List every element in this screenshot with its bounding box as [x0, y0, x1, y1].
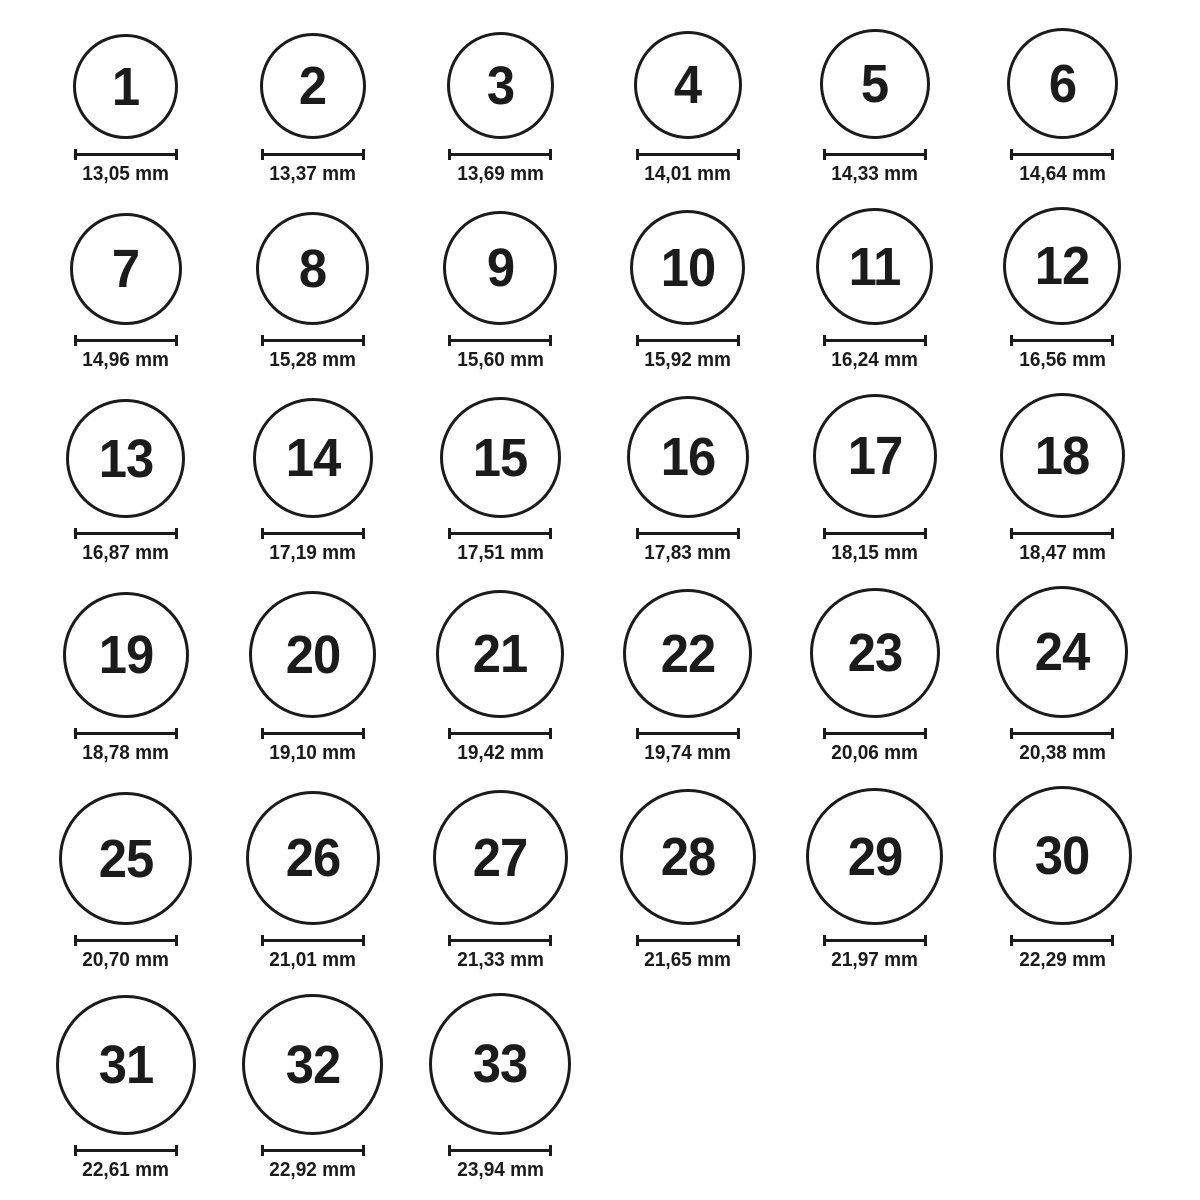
ring-size-number: 7	[111, 239, 140, 299]
ring-circle	[260, 33, 366, 139]
diameter-label: 21,97 mm	[831, 949, 919, 971]
ring-size-cell	[627, 396, 749, 564]
ring-size-cell	[436, 590, 564, 764]
diameter-measure-line	[1010, 728, 1114, 739]
diameter-measure-bar	[264, 1149, 362, 1152]
diameter-measure-bar	[264, 732, 362, 735]
diameter-measure-line	[636, 728, 740, 739]
diameter-label: 15,28 mm	[269, 349, 357, 371]
ring-size-number: 31	[98, 1035, 153, 1095]
diameter-measure-bar	[1013, 732, 1111, 735]
ring-size-cell	[66, 399, 185, 564]
diameter-measure-line	[823, 728, 927, 739]
ring-circle	[620, 789, 756, 925]
diameter-label: 19,74 mm	[644, 742, 731, 764]
diameter-label: 16,24 mm	[831, 349, 919, 371]
ring-circle	[993, 786, 1132, 925]
diameter-measure-line	[823, 935, 927, 946]
diameter-measure-bar	[77, 939, 175, 942]
diameter-measure-line	[448, 728, 552, 739]
ring-circle	[429, 993, 571, 1135]
ring-size-cell	[806, 788, 943, 971]
ring-size-number: 19	[98, 625, 153, 685]
diameter-measure-bar	[77, 153, 175, 156]
ring-size-number: 27	[473, 827, 528, 888]
diameter-measure-bar	[639, 153, 737, 156]
ring-circle	[447, 32, 554, 139]
diameter-label: 22,29 mm	[1018, 949, 1106, 971]
diameter-measure-line	[74, 1145, 178, 1156]
diameter-measure-line	[1010, 528, 1114, 539]
ring-circle	[634, 31, 742, 139]
ring-size-number: 15	[473, 427, 528, 488]
diameter-label: 21,33 mm	[456, 949, 544, 971]
ring-size-cell	[620, 789, 756, 971]
diameter-measure-bar	[639, 732, 737, 735]
diameter-measure-bar	[1013, 153, 1111, 156]
diameter-measure-bar	[451, 532, 549, 535]
diameter-measure-bar	[451, 939, 549, 942]
ring-size-cell	[59, 792, 192, 971]
ring-circle	[440, 397, 561, 518]
ring-size-cell	[73, 34, 178, 185]
ring-size-number: 5	[861, 54, 889, 114]
diameter-measure-line	[1010, 335, 1114, 346]
diameter-label: 14,96 mm	[82, 349, 169, 371]
diameter-measure-line	[261, 728, 365, 739]
ring-size-cell	[810, 588, 940, 764]
ring-size-cell	[816, 208, 933, 371]
diameter-measure-line	[261, 335, 365, 346]
diameter-label: 18,47 mm	[1018, 542, 1106, 564]
ring-size-number: 26	[285, 828, 341, 888]
ring-circle	[1003, 207, 1121, 325]
ring-size-number: 22	[660, 623, 715, 684]
ring-size-number: 4	[673, 55, 702, 115]
ring-size-cell	[1007, 28, 1118, 185]
diameter-label: 15,92 mm	[644, 349, 731, 371]
diameter-measure-bar	[826, 532, 924, 535]
ring-size-number: 14	[285, 428, 341, 488]
ring-circle	[70, 213, 182, 325]
ring-size-cell	[433, 790, 568, 971]
ring-size-cell	[993, 786, 1132, 971]
diameter-label: 14,01 mm	[644, 163, 731, 185]
ring-circle	[59, 792, 192, 925]
ring-size-number: 32	[285, 1034, 341, 1095]
ring-size-cell	[447, 32, 554, 185]
diameter-measure-bar	[1013, 339, 1111, 342]
ring-size-number: 16	[660, 427, 715, 487]
ring-circle	[1007, 28, 1118, 139]
diameter-measure-line	[74, 528, 178, 539]
diameter-label: 13,69 mm	[456, 163, 544, 185]
diameter-measure-line	[74, 335, 178, 346]
ring-size-cell	[253, 398, 373, 564]
ring-size-number: 18	[1035, 425, 1090, 486]
diameter-measure-bar	[77, 732, 175, 735]
ring-circle	[256, 212, 369, 325]
ring-circle	[816, 208, 933, 325]
ring-size-number: 24	[1035, 622, 1090, 682]
ring-size-number: 3	[486, 55, 514, 116]
diameter-label: 16,87 mm	[82, 542, 169, 564]
diameter-measure-bar	[1013, 939, 1111, 942]
ring-size-cell	[1000, 393, 1125, 564]
ring-size-number: 30	[1035, 825, 1090, 886]
ring-size-number: 17	[847, 426, 903, 486]
diameter-measure-line	[448, 149, 552, 160]
diameter-measure-line	[261, 528, 365, 539]
ring-size-number: 9	[486, 238, 514, 298]
ring-circle	[996, 586, 1128, 718]
diameter-measure-bar	[264, 532, 362, 535]
diameter-label: 17,51 mm	[456, 542, 544, 564]
diameter-measure-line	[448, 935, 552, 946]
diameter-label: 22,61 mm	[82, 1159, 169, 1181]
diameter-measure-line	[448, 528, 552, 539]
diameter-measure-bar	[264, 339, 362, 342]
diameter-label: 14,64 mm	[1018, 163, 1106, 185]
diameter-measure-line	[823, 335, 927, 346]
diameter-measure-bar	[639, 532, 737, 535]
ring-size-cell	[1003, 207, 1121, 371]
diameter-label: 21,01 mm	[269, 949, 357, 971]
ring-size-number: 12	[1035, 236, 1090, 296]
ring-size-cell	[440, 397, 561, 564]
ring-circle	[56, 995, 196, 1135]
ring-size-number: 33	[473, 1034, 528, 1094]
diameter-measure-bar	[826, 939, 924, 942]
ring-circle	[623, 589, 752, 718]
diameter-measure-bar	[639, 339, 737, 342]
ring-size-cell	[260, 33, 366, 185]
ring-size-cell	[996, 586, 1128, 764]
diameter-measure-line	[636, 528, 740, 539]
ring-circle	[63, 592, 189, 718]
diameter-label: 13,05 mm	[82, 163, 169, 185]
diameter-label: 18,15 mm	[831, 542, 919, 564]
ring-size-cell	[634, 31, 742, 185]
diameter-measure-bar	[826, 153, 924, 156]
diameter-measure-bar	[77, 339, 175, 342]
diameter-measure-line	[636, 149, 740, 160]
diameter-label: 23,94 mm	[456, 1159, 544, 1181]
ring-circle	[443, 211, 557, 325]
diameter-label: 22,92 mm	[269, 1159, 357, 1181]
diameter-label: 13,37 mm	[269, 163, 357, 185]
diameter-label: 20,70 mm	[82, 949, 169, 971]
ring-size-cell	[56, 995, 196, 1181]
diameter-measure-bar	[826, 732, 924, 735]
ring-circle	[806, 788, 943, 925]
ring-size-number: 28	[660, 827, 715, 887]
ring-circle	[1000, 393, 1125, 518]
diameter-measure-bar	[77, 532, 175, 535]
ring-size-cell	[246, 791, 380, 971]
diameter-label: 19,10 mm	[269, 742, 357, 764]
diameter-measure-bar	[451, 1149, 549, 1152]
diameter-measure-bar	[451, 153, 549, 156]
diameter-measure-bar	[264, 939, 362, 942]
ring-size-cell	[63, 592, 189, 764]
ring-circle	[249, 591, 376, 718]
ring-size-number: 2	[299, 56, 327, 116]
ring-size-cell	[70, 213, 182, 371]
diameter-measure-line	[636, 335, 740, 346]
ring-circle	[813, 394, 937, 518]
diameter-measure-bar	[264, 153, 362, 156]
ring-circle	[253, 398, 373, 518]
ring-circle	[630, 210, 745, 325]
ring-size-number: 23	[847, 623, 903, 683]
diameter-measure-line	[1010, 935, 1114, 946]
ring-size-number: 11	[849, 236, 901, 297]
diameter-label: 17,19 mm	[269, 542, 357, 564]
ring-size-number: 6	[1048, 53, 1076, 114]
diameter-label: 20,38 mm	[1018, 742, 1106, 764]
ring-circle	[436, 590, 564, 718]
ring-size-cell	[630, 210, 745, 371]
ring-size-cell	[256, 212, 369, 371]
ring-circle	[627, 396, 749, 518]
ring-size-number: 29	[847, 826, 903, 887]
diameter-measure-line	[448, 335, 552, 346]
diameter-measure-line	[261, 1145, 365, 1156]
diameter-measure-bar	[77, 1149, 175, 1152]
ring-circle	[246, 791, 380, 925]
diameter-label: 19,42 mm	[456, 742, 544, 764]
ring-size-number: 20	[285, 624, 341, 685]
ring-size-number: 13	[98, 428, 153, 489]
ring-size-cell	[443, 211, 557, 371]
diameter-measure-bar	[451, 339, 549, 342]
diameter-label: 20,06 mm	[831, 742, 919, 764]
diameter-measure-line	[74, 935, 178, 946]
ring-circle	[433, 790, 568, 925]
ring-circle	[66, 399, 185, 518]
ring-size-number: 21	[473, 624, 528, 684]
diameter-label: 17,83 mm	[644, 542, 731, 564]
diameter-measure-bar	[826, 339, 924, 342]
diameter-measure-line	[1010, 149, 1114, 160]
diameter-measure-line	[74, 149, 178, 160]
diameter-measure-line	[636, 935, 740, 946]
ring-circle	[73, 34, 178, 139]
ring-size-number: 1	[111, 56, 140, 117]
diameter-measure-line	[261, 935, 365, 946]
diameter-measure-line	[823, 528, 927, 539]
diameter-label: 18,78 mm	[82, 742, 169, 764]
ring-size-cell	[813, 394, 937, 564]
diameter-measure-line	[823, 149, 927, 160]
diameter-label: 16,56 mm	[1018, 349, 1106, 371]
diameter-measure-bar	[451, 732, 549, 735]
diameter-label: 14,33 mm	[831, 163, 919, 185]
ring-size-number: 25	[98, 828, 153, 889]
diameter-label: 15,60 mm	[456, 349, 544, 371]
ring-size-cell	[249, 591, 376, 764]
ring-size-cell	[242, 994, 383, 1181]
diameter-measure-line	[74, 728, 178, 739]
ring-size-cell	[429, 993, 571, 1181]
ring-size-cell	[820, 29, 930, 185]
diameter-measure-bar	[639, 939, 737, 942]
ring-circle	[820, 29, 930, 139]
diameter-label: 21,65 mm	[644, 949, 731, 971]
ring-size-number: 8	[299, 238, 327, 299]
ring-circle	[242, 994, 383, 1135]
diameter-measure-bar	[1013, 532, 1111, 535]
ring-size-cell	[623, 589, 752, 764]
diameter-measure-line	[448, 1145, 552, 1156]
ring-circle	[810, 588, 940, 718]
ring-size-number: 10	[660, 237, 715, 298]
diameter-measure-line	[261, 149, 365, 160]
